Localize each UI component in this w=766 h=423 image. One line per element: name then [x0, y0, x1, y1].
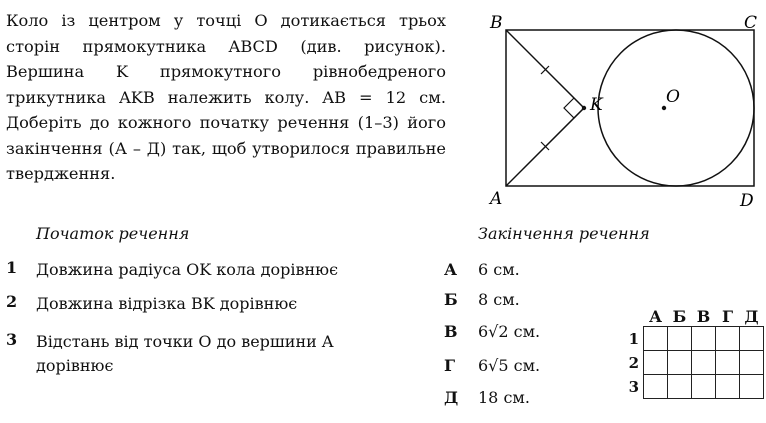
- grid-column-header: Б: [672, 306, 687, 326]
- answer-cell[interactable]: [740, 375, 764, 399]
- problem-text: Коло із центром у точці O дотикається трьох сторін прямокутника ABCD (див. рисунок). Вершина K прямокутного рівнобедреного трикутника AKB належить колу. AB = 12 см. Доберіть до кожного початку речення (1–3) його закінчення (А – Д) так, щоб утворилося правильне твердження.: [6, 11, 446, 183]
- right-angle-mark: [564, 98, 584, 118]
- answer-cell[interactable]: [668, 327, 692, 351]
- answer-cell[interactable]: [716, 351, 740, 375]
- ending-value: 6√2 см.: [478, 322, 541, 341]
- ending-letter: Д: [444, 388, 459, 407]
- inscribed-circle: [598, 30, 754, 186]
- ending-value: 8 см.: [478, 290, 520, 309]
- answer-cell[interactable]: [716, 327, 740, 351]
- rectangle-abcd: [506, 30, 754, 186]
- label-k: K: [590, 95, 603, 115]
- answer-grid: [620, 306, 764, 399]
- point-k: [582, 106, 586, 110]
- beginning-number: 1: [6, 258, 18, 277]
- grid-row-number: 3: [628, 377, 639, 396]
- answer-cell[interactable]: [692, 327, 716, 351]
- beginning-text: Довжина радіуса OK кола дорівнює: [36, 260, 339, 279]
- answer-cell[interactable]: [740, 351, 764, 375]
- ending-value: 6√5 см.: [478, 356, 541, 375]
- ending-value: 18 см.: [478, 388, 530, 407]
- ending-value: 6 см.: [478, 260, 520, 279]
- grid-row-number: 2: [628, 353, 639, 372]
- answer-cell[interactable]: [644, 327, 668, 351]
- label-b: B: [490, 13, 503, 33]
- answer-cell[interactable]: [644, 351, 668, 375]
- beginning-number: 3: [6, 330, 18, 349]
- grid-column-header: Д: [744, 306, 759, 326]
- endings-heading: Закінчення речення: [478, 224, 650, 243]
- label-o: O: [666, 87, 680, 107]
- label-d: D: [740, 191, 754, 210]
- ending-letter: А: [444, 260, 458, 279]
- answer-cell[interactable]: [692, 351, 716, 375]
- label-a: A: [490, 189, 503, 209]
- grid-row-number: 1: [628, 329, 639, 348]
- answer-cell[interactable]: [644, 375, 668, 399]
- beginning-text: Відстань від точки O до вершини A дорівнює: [36, 332, 334, 375]
- segment-bk: [506, 30, 584, 108]
- grid-column-header: Г: [721, 306, 734, 326]
- beginning-number: 2: [6, 292, 18, 311]
- answer-cell[interactable]: [668, 375, 692, 399]
- answer-cell[interactable]: [668, 351, 692, 375]
- label-c: C: [744, 13, 758, 33]
- answer-cell[interactable]: [716, 375, 740, 399]
- ending-letter: В: [444, 322, 458, 341]
- grid-column-header: В: [696, 306, 711, 326]
- segment-ak: [506, 108, 584, 186]
- geometry-figure: [488, 10, 763, 210]
- answer-cell[interactable]: [740, 327, 764, 351]
- beginning-text: Довжина відрізка BK дорівнює: [36, 294, 298, 313]
- ending-letter: Б: [444, 290, 458, 309]
- grid-column-header: А: [648, 306, 663, 326]
- problem-statement: [6, 8, 446, 187]
- beginnings-heading: Початок речення: [36, 224, 190, 243]
- ending-letter: Г: [444, 356, 456, 375]
- answer-cell[interactable]: [692, 375, 716, 399]
